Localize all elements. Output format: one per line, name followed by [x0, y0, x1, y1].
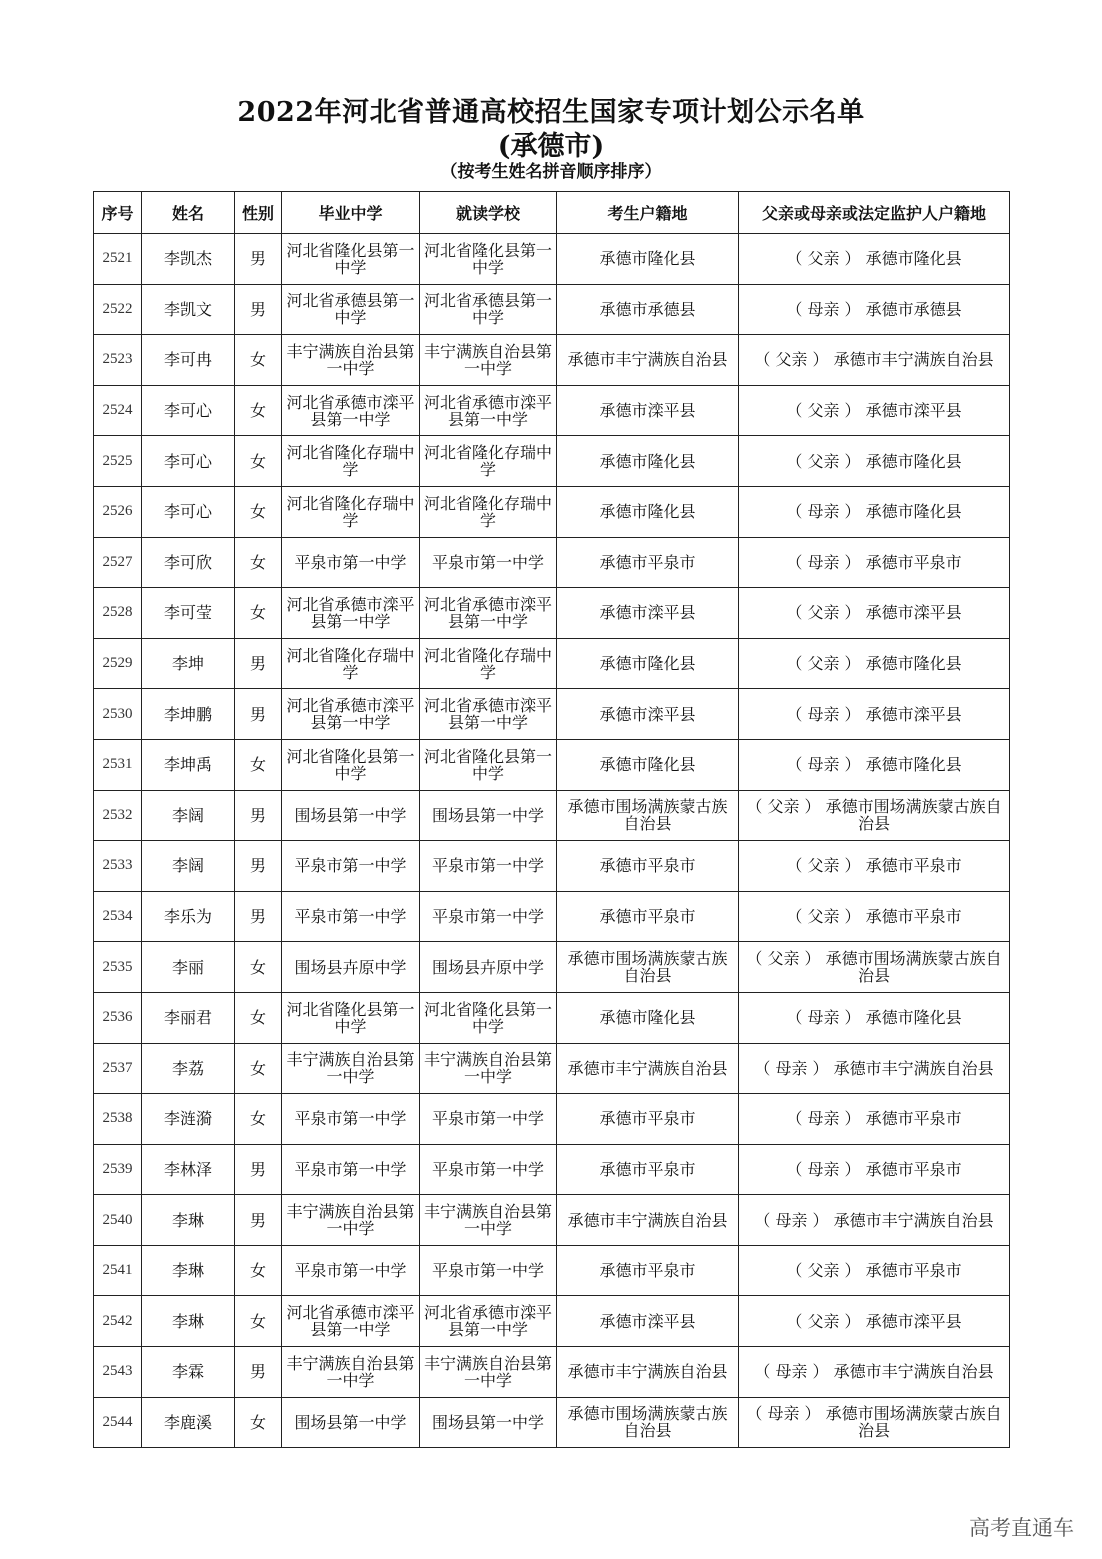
cell-index: 2526	[94, 486, 142, 537]
table-row	[94, 942, 1010, 993]
document-title: 2022年河北省普通高校招生国家专项计划公示名单	[237, 97, 865, 128]
table-row	[94, 1245, 1010, 1296]
cell-household-registration: 承德市平泉市	[557, 1245, 739, 1296]
cell-current-school: 河北省隆化县第一中学	[420, 234, 557, 285]
cell-graduation-school: 围场县第一中学	[282, 790, 420, 841]
cell-graduation-school: 河北省承德市滦平县第一中学	[282, 588, 420, 639]
watermark-text: 高考直通车	[969, 1516, 1074, 1540]
cell-name: 李阔	[142, 790, 235, 841]
cell-household-registration: 承德市承德县	[557, 284, 739, 335]
cell-graduation-school: 河北省隆化县第一中学	[282, 739, 420, 790]
cell-name: 李阔	[142, 841, 235, 892]
cell-guardian-registration: （ 母亲 ） 承德市隆化县	[739, 992, 1010, 1043]
cell-household-registration: 承德市隆化县	[557, 739, 739, 790]
cell-index: 2543	[94, 1347, 142, 1398]
cell-current-school: 河北省隆化存瑞中学	[420, 638, 557, 689]
cell-current-school: 河北省隆化存瑞中学	[420, 436, 557, 487]
cell-household-registration: 承德市隆化县	[557, 638, 739, 689]
table-row	[94, 335, 1010, 386]
cell-graduation-school: 丰宁满族自治县第一中学	[282, 1195, 420, 1246]
table-row	[94, 1397, 1010, 1448]
cell-index: 2527	[94, 537, 142, 588]
table-row	[94, 284, 1010, 335]
table-header-row	[94, 192, 1010, 234]
cell-name: 李可欣	[142, 537, 235, 588]
cell-index: 2531	[94, 739, 142, 790]
header-gender: 性别	[235, 192, 282, 234]
cell-guardian-registration: （ 父亲 ） 承德市滦平县	[739, 588, 1010, 639]
document-subtitle-city: (承德市)	[497, 131, 605, 162]
cell-graduation-school: 围场县第一中学	[282, 1397, 420, 1448]
cell-guardian-registration: （ 母亲 ） 承德市丰宁满族自治县	[739, 1043, 1010, 1094]
cell-graduation-school: 河北省隆化存瑞中学	[282, 638, 420, 689]
cell-current-school: 平泉市第一中学	[420, 1094, 557, 1145]
cell-graduation-school: 丰宁满族自治县第一中学	[282, 1043, 420, 1094]
table-row	[94, 486, 1010, 537]
table-row	[94, 385, 1010, 436]
cell-name: 李乐为	[142, 891, 235, 942]
cell-current-school: 平泉市第一中学	[420, 1144, 557, 1195]
cell-household-registration: 承德市围场满族蒙古族自治县	[557, 942, 739, 993]
cell-index: 2523	[94, 335, 142, 386]
table-row	[94, 638, 1010, 689]
cell-household-registration: 承德市丰宁满族自治县	[557, 1043, 739, 1094]
cell-name: 李可心	[142, 436, 235, 487]
cell-current-school: 丰宁满族自治县第一中学	[420, 335, 557, 386]
cell-name: 李荔	[142, 1043, 235, 1094]
cell-name: 李丽	[142, 942, 235, 993]
cell-current-school: 平泉市第一中学	[420, 537, 557, 588]
cell-name: 李坤	[142, 638, 235, 689]
cell-household-registration: 承德市平泉市	[557, 1094, 739, 1145]
cell-index: 2536	[94, 992, 142, 1043]
cell-guardian-registration: （ 父亲 ） 承德市滦平县	[739, 385, 1010, 436]
cell-name: 李凯杰	[142, 234, 235, 285]
table-row	[94, 1347, 1010, 1398]
cell-name: 李坤禹	[142, 739, 235, 790]
cell-index: 2535	[94, 942, 142, 993]
cell-guardian-registration: （ 父亲 ） 承德市隆化县	[739, 234, 1010, 285]
cell-guardian-registration: （ 父亲 ） 承德市隆化县	[739, 436, 1010, 487]
cell-index: 2532	[94, 790, 142, 841]
cell-index: 2538	[94, 1094, 142, 1145]
cell-index: 2522	[94, 284, 142, 335]
cell-name: 李琳	[142, 1296, 235, 1347]
cell-current-school: 河北省承德市滦平县第一中学	[420, 689, 557, 740]
cell-current-school: 河北省承德市滦平县第一中学	[420, 385, 557, 436]
cell-gender: 女	[235, 942, 282, 993]
cell-guardian-registration: （ 母亲 ） 承德市隆化县	[739, 739, 1010, 790]
cell-graduation-school: 平泉市第一中学	[282, 1144, 420, 1195]
cell-gender: 女	[235, 739, 282, 790]
cell-graduation-school: 河北省隆化县第一中学	[282, 234, 420, 285]
cell-household-registration: 承德市围场满族蒙古族自治县	[557, 790, 739, 841]
cell-graduation-school: 河北省隆化存瑞中学	[282, 436, 420, 487]
cell-index: 2541	[94, 1245, 142, 1296]
cell-graduation-school: 丰宁满族自治县第一中学	[282, 1347, 420, 1398]
cell-current-school: 河北省承德市滦平县第一中学	[420, 1296, 557, 1347]
cell-guardian-registration: （ 父亲 ） 承德市丰宁满族自治县	[739, 335, 1010, 386]
cell-graduation-school: 河北省隆化县第一中学	[282, 992, 420, 1043]
cell-household-registration: 承德市滦平县	[557, 385, 739, 436]
cell-gender: 男	[235, 790, 282, 841]
table-row	[94, 891, 1010, 942]
cell-guardian-registration: （ 母亲 ） 承德市承德县	[739, 284, 1010, 335]
cell-name: 李琳	[142, 1195, 235, 1246]
document-sort-note: （按考生姓名拼音顺序排序）	[440, 162, 662, 182]
cell-household-registration: 承德市隆化县	[557, 486, 739, 537]
cell-guardian-registration: （ 父亲 ） 承德市平泉市	[739, 841, 1010, 892]
cell-guardian-registration: （ 父亲 ） 承德市滦平县	[739, 1296, 1010, 1347]
cell-index: 2521	[94, 234, 142, 285]
cell-gender: 女	[235, 1245, 282, 1296]
cell-name: 李林泽	[142, 1144, 235, 1195]
cell-current-school: 河北省承德县第一中学	[420, 284, 557, 335]
cell-guardian-registration: （ 父亲 ） 承德市围场满族蒙古族自治县	[739, 942, 1010, 993]
cell-graduation-school: 河北省承德市滦平县第一中学	[282, 1296, 420, 1347]
cell-gender: 女	[235, 537, 282, 588]
cell-current-school: 丰宁满族自治县第一中学	[420, 1347, 557, 1398]
cell-guardian-registration: （ 母亲 ） 承德市平泉市	[739, 1094, 1010, 1145]
cell-household-registration: 承德市隆化县	[557, 234, 739, 285]
cell-name: 李可冉	[142, 335, 235, 386]
cell-household-registration: 承德市滦平县	[557, 689, 739, 740]
cell-gender: 女	[235, 1397, 282, 1448]
cell-guardian-registration: （ 母亲 ） 承德市丰宁满族自治县	[739, 1347, 1010, 1398]
cell-graduation-school: 河北省承德市滦平县第一中学	[282, 385, 420, 436]
cell-current-school: 河北省隆化县第一中学	[420, 992, 557, 1043]
cell-index: 2537	[94, 1043, 142, 1094]
cell-current-school: 围场县第一中学	[420, 790, 557, 841]
cell-index: 2540	[94, 1195, 142, 1246]
cell-index: 2539	[94, 1144, 142, 1195]
table-row	[94, 1144, 1010, 1195]
header-guardian-registration: 父亲或母亲或法定监护人户籍地	[739, 192, 1010, 234]
header-household-registration: 考生户籍地	[557, 192, 739, 234]
cell-gender: 女	[235, 1043, 282, 1094]
cell-household-registration: 承德市平泉市	[557, 891, 739, 942]
cell-household-registration: 承德市平泉市	[557, 537, 739, 588]
cell-guardian-registration: （ 母亲 ） 承德市平泉市	[739, 1144, 1010, 1195]
cell-name: 李可莹	[142, 588, 235, 639]
cell-gender: 男	[235, 891, 282, 942]
cell-current-school: 河北省隆化县第一中学	[420, 739, 557, 790]
cell-index: 2534	[94, 891, 142, 942]
cell-gender: 男	[235, 638, 282, 689]
cell-guardian-registration: （ 母亲 ） 承德市围场满族蒙古族自治县	[739, 1397, 1010, 1448]
cell-current-school: 河北省承德市滦平县第一中学	[420, 588, 557, 639]
table-row	[94, 234, 1010, 285]
table-row	[94, 1094, 1010, 1145]
cell-gender: 女	[235, 335, 282, 386]
cell-guardian-registration: （ 父亲 ） 承德市围场满族蒙古族自治县	[739, 790, 1010, 841]
student-list-table	[93, 191, 1010, 1448]
cell-current-school: 丰宁满族自治县第一中学	[420, 1043, 557, 1094]
cell-gender: 男	[235, 1144, 282, 1195]
cell-name: 李可心	[142, 385, 235, 436]
table-row	[94, 436, 1010, 487]
table-row	[94, 588, 1010, 639]
cell-graduation-school: 平泉市第一中学	[282, 537, 420, 588]
cell-graduation-school: 平泉市第一中学	[282, 841, 420, 892]
cell-household-registration: 承德市隆化县	[557, 436, 739, 487]
table-row	[94, 1195, 1010, 1246]
cell-index: 2528	[94, 588, 142, 639]
cell-household-registration: 承德市隆化县	[557, 992, 739, 1043]
cell-gender: 男	[235, 689, 282, 740]
cell-gender: 女	[235, 588, 282, 639]
cell-index: 2530	[94, 689, 142, 740]
cell-graduation-school: 丰宁满族自治县第一中学	[282, 335, 420, 386]
table-row	[94, 841, 1010, 892]
cell-current-school: 平泉市第一中学	[420, 1245, 557, 1296]
cell-name: 李鹿溪	[142, 1397, 235, 1448]
table-row	[94, 689, 1010, 740]
cell-gender: 女	[235, 992, 282, 1043]
cell-household-registration: 承德市丰宁满族自治县	[557, 1195, 739, 1246]
cell-name: 李琳	[142, 1245, 235, 1296]
cell-graduation-school: 平泉市第一中学	[282, 891, 420, 942]
cell-graduation-school: 平泉市第一中学	[282, 1094, 420, 1145]
cell-index: 2544	[94, 1397, 142, 1448]
cell-guardian-registration: （ 母亲 ） 承德市滦平县	[739, 689, 1010, 740]
table-row	[94, 1296, 1010, 1347]
cell-index: 2542	[94, 1296, 142, 1347]
cell-graduation-school: 河北省承德县第一中学	[282, 284, 420, 335]
cell-gender: 男	[235, 1195, 282, 1246]
cell-household-registration: 承德市滦平县	[557, 588, 739, 639]
cell-name: 李霖	[142, 1347, 235, 1398]
cell-current-school: 围场县第一中学	[420, 1397, 557, 1448]
cell-current-school: 平泉市第一中学	[420, 891, 557, 942]
table-row	[94, 790, 1010, 841]
cell-household-registration: 承德市平泉市	[557, 1144, 739, 1195]
cell-guardian-registration: （ 父亲 ） 承德市平泉市	[739, 1245, 1010, 1296]
cell-household-registration: 承德市平泉市	[557, 841, 739, 892]
cell-gender: 男	[235, 284, 282, 335]
cell-household-registration: 承德市围场满族蒙古族自治县	[557, 1397, 739, 1448]
table-row	[94, 739, 1010, 790]
cell-index: 2524	[94, 385, 142, 436]
cell-guardian-registration: （ 父亲 ） 承德市平泉市	[739, 891, 1010, 942]
cell-name: 李凯文	[142, 284, 235, 335]
cell-gender: 女	[235, 1094, 282, 1145]
cell-household-registration: 承德市滦平县	[557, 1296, 739, 1347]
table-row	[94, 1043, 1010, 1094]
cell-gender: 女	[235, 385, 282, 436]
cell-current-school: 河北省隆化存瑞中学	[420, 486, 557, 537]
cell-guardian-registration: （ 母亲 ） 承德市丰宁满族自治县	[739, 1195, 1010, 1246]
cell-guardian-registration: （ 母亲 ） 承德市隆化县	[739, 486, 1010, 537]
cell-household-registration: 承德市丰宁满族自治县	[557, 335, 739, 386]
cell-current-school: 丰宁满族自治县第一中学	[420, 1195, 557, 1246]
cell-name: 李涟漪	[142, 1094, 235, 1145]
header-current-school: 就读学校	[420, 192, 557, 234]
cell-gender: 女	[235, 486, 282, 537]
cell-gender: 女	[235, 436, 282, 487]
cell-graduation-school: 围场县卉原中学	[282, 942, 420, 993]
cell-index: 2529	[94, 638, 142, 689]
header-index: 序号	[94, 192, 142, 234]
cell-name: 李可心	[142, 486, 235, 537]
cell-graduation-school: 河北省隆化存瑞中学	[282, 486, 420, 537]
header-graduation-school: 毕业中学	[282, 192, 420, 234]
cell-guardian-registration: （ 母亲 ） 承德市平泉市	[739, 537, 1010, 588]
cell-gender: 男	[235, 841, 282, 892]
cell-current-school: 平泉市第一中学	[420, 841, 557, 892]
cell-index: 2533	[94, 841, 142, 892]
cell-guardian-registration: （ 父亲 ） 承德市隆化县	[739, 638, 1010, 689]
cell-current-school: 围场县卉原中学	[420, 942, 557, 993]
cell-household-registration: 承德市丰宁满族自治县	[557, 1347, 739, 1398]
cell-graduation-school: 平泉市第一中学	[282, 1245, 420, 1296]
header-name: 姓名	[142, 192, 235, 234]
cell-index: 2525	[94, 436, 142, 487]
cell-name: 李坤鹏	[142, 689, 235, 740]
cell-gender: 男	[235, 1347, 282, 1398]
table-row	[94, 537, 1010, 588]
cell-gender: 男	[235, 234, 282, 285]
cell-name: 李丽君	[142, 992, 235, 1043]
table-row	[94, 992, 1010, 1043]
cell-graduation-school: 河北省承德市滦平县第一中学	[282, 689, 420, 740]
cell-gender: 女	[235, 1296, 282, 1347]
